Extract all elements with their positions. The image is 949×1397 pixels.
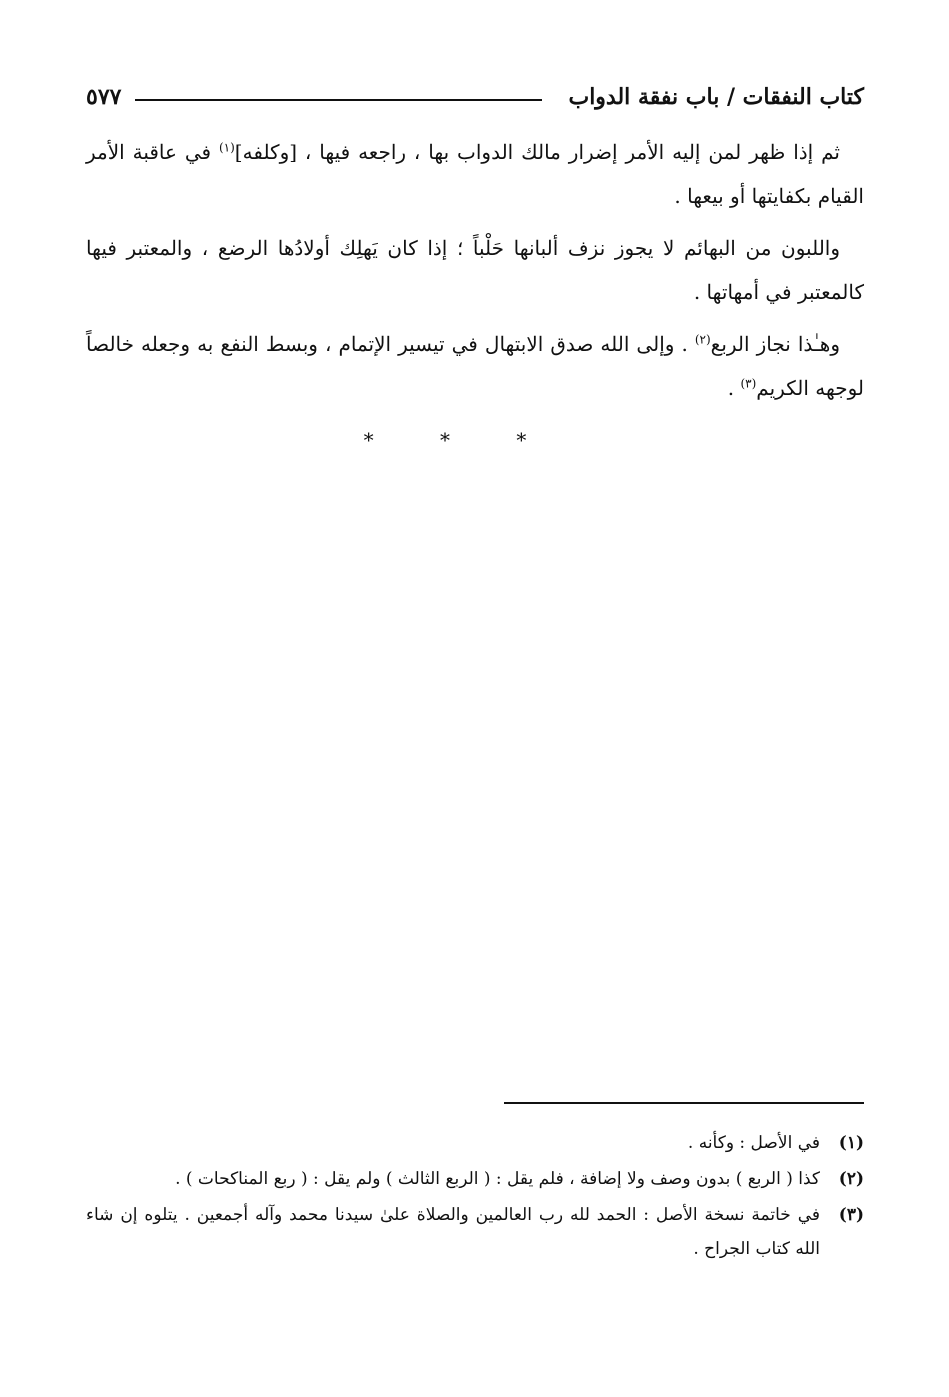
footnotes <box>86 1102 864 1268</box>
footnote-ref-3: (٣) <box>740 376 757 391</box>
text-run: . <box>727 376 741 400</box>
footnote-1 <box>86 1126 864 1160</box>
footnote-2 <box>86 1162 864 1196</box>
paragraph-3 <box>86 322 864 410</box>
body-text <box>86 130 864 462</box>
footnote-mark: (٣) <box>838 1205 864 1225</box>
book-page <box>86 78 864 1328</box>
footnote-text: كذا ( الربع ) بدون وصف ولا إضافة ، فلم يقل : ( الربع الثالث ) ولم يقل : ( ربع المناكحات ) . <box>175 1169 820 1189</box>
text-run: وهـٰذا نجاز الربع <box>710 332 840 356</box>
section-divider: * * * <box>363 428 557 452</box>
footnote-ref-1: (١) <box>218 140 235 155</box>
paragraph-1 <box>86 130 864 218</box>
page-number: ٥٧٧ <box>86 84 122 110</box>
header-rule <box>135 99 542 101</box>
footnote-3 <box>86 1198 864 1266</box>
chapter-title: كتاب النفقات / باب نفقة الدواب <box>568 84 864 110</box>
footnote-rule <box>504 1102 864 1104</box>
text-run: في عاقبة الأمر القيام بكفايتها أو بيعها . <box>86 140 864 208</box>
footnote-text: في خاتمة نسخة الأصل : الحمد لله رب العالمين والصلاة علىٰ سيدنا محمد وآله أجمعين . يتلوه إن شاء الله كتاب الجراح . <box>86 1205 820 1259</box>
paragraph-2 <box>86 226 864 314</box>
text-run: ثم إذا ظهر لمن إليه الأمر إضرار مالك الدواب بها ، راجعه فيها ، [وكلفه] <box>234 140 840 164</box>
footnote-mark: (٢) <box>838 1169 864 1189</box>
footnote-ref-2: (٢) <box>694 332 711 347</box>
footnote-text: في الأصل : وكأنه . <box>687 1133 820 1153</box>
running-header <box>86 78 864 116</box>
text-run: واللبون من البهائم لا يجوز نزف ألبانها حَلْباً ؛ إذا كان يَهلِك أولادُها الرضع ، والمعتبر فيها كالمعتبر في أمهاتها . <box>86 236 864 304</box>
text-run: . وإلى الله صدق الابتهال في تيسير الإتمام ، وبسط النفع به وجعله خالصاً لوجهه الكريم <box>86 332 864 400</box>
footnote-mark: (١) <box>838 1133 864 1153</box>
